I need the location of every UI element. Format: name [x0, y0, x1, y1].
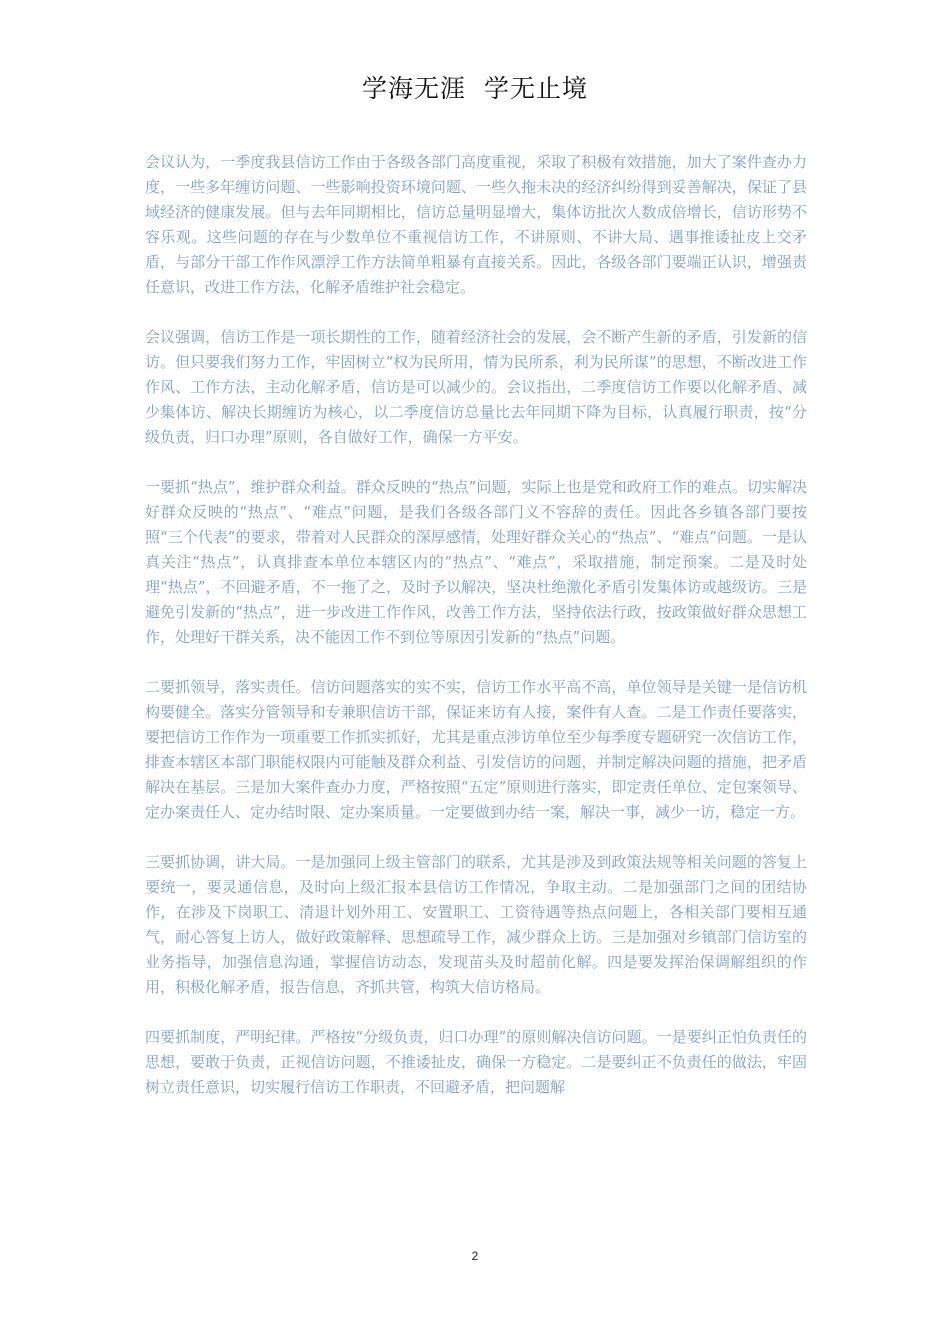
paragraph-discipline: 四要抓制度，严明纪律。严格按“分级负责，归口办理”的原则解决信访问题。一是要纠正怕负责任的思想，要敢于负责，正视信访问题，不推诿扯皮，确保一方稳定。二是要纠正不负责任的做法，牢固树立责任意识，切实履行信访工作职责，不回避矛盾，把问题解 — [145, 1028, 807, 1096]
paragraph-meeting-emphasis: 会议强调，信访工作是一项长期性的工作，随着经济社会的发展，会不断产生新的矛盾，引发新的信访。但只要我们努力工作，牢固树立“权为民所用，情为民所系，利为民所谋”的思想，不断改进工作作风、工作方法，主动化解矛盾，信访是可以减少的。会议指出，二季度信访工作要以化解矛盾、减少集体访、解决长期缠访为核心，以二季度信访总量比去年同期下降为目标，认真履行职责，按“分级负责，归口办理”原则，各自做好工作，确保一方平安。 — [145, 328, 807, 446]
paragraph-hot-issues: 一要抓“热点”，维护群众利益。群众反映的“热点”问题，实际上也是党和政府工作的难点。切实解决好群众反映的“热点”、“难点”问题，是我们各级各部门义不容辞的责任。因此各乡镇各部门要按照“三个代表”的要求，带着对人民群众的深厚感情，处理好群众关心的“热点”、“难点”问题。一是认真关注“热点”，认真排查本单位本辖区内的“热点”、“难点”，采取措施，制定预案。二是及时处理“热点”，不回避矛盾，不一拖了之，及时予以解决，坚决杜绝激化矛盾引发集体访或越级访。三是避免引发新的“热点”，进一步改进工作作风，改善工作方法，坚持依法行政，按政策做好群众思想工作，处理好干群关系，决不能因工作不到位等原因引发新的“热点”问题。 — [145, 478, 807, 646]
paragraph-leadership: 二要抓领导，落实责任。信访问题落实的实不实，信访工作水平高不高，单位领导是关键一是信访机构要健全。落实分管领导和专兼职信访干部，保证来访有人接，案件有人查。二是工作责任要落实，要把信访工作作为一项重要工作抓实抓好，尤其是重点涉访单位至少每季度专题研究一次信访工作，排查本辖区本部门职能权限内可能触及群众利益、引发信访的问题，并制定解决问题的措施，把矛盾解决在基层。三是加大案件查办力度，严格按照“五定”原则进行落实，即定责任单位、定包案领导、定办案责任人、定办结时限、定办案质量。一定要做到办结一案，解决一事，减少一访，稳定一方。 — [145, 678, 807, 821]
page-number: 2 — [471, 1249, 479, 1263]
page-header-title: 学海无涯 学无止境 — [362, 74, 588, 103]
paragraph-coordination: 三要抓协调，讲大局。一是加强同上级主管部门的联系，尤其是涉及到政策法规等相关问题的答复上要统一，要灵通信息，及时向上级汇报本县信访工作情况，争取主动。二是加强部门之间的团结协作，在涉及下岗职工、清退计划外用工、安置职工、工资待遇等热点问题上，各相关部门要相互通气，耐心答复上访人，做好政策解释、思想疏导工作，减少群众上访。三是加强对乡镇部门信访室的业务指导，加强信息沟通，掌握信访动态，发现苗头及时超前化解。四是要发挥治保调解组织的作用，积极化解矛盾，报告信息，齐抓共管，构筑大信访格局。 — [145, 853, 807, 996]
paragraph-meeting-assessment: 会议认为，一季度我县信访工作由于各级各部门高度重视，采取了积极有效措施，加大了案件查办力度，一些多年缠访问题、一些影响投资环境问题、一些久拖未决的经济纠纷得到妥善解决，保证了县域经济的健康发展。但与去年同期相比，信访总量明显增大，集体访批次人数成倍增长，信访形势不容乐观。这些问题的存在与少数单位不重视信访工作，不讲原则、不讲大局、遇事推诿扯皮上交矛盾，与部分干部工作作风漂浮工作方法简单粗暴有直接关系。因此，各级各部门要端正认识，增强责任意识，改进工作方法，化解矛盾维护社会稳定。 — [145, 153, 807, 296]
document-body — [145, 150, 807, 1125]
